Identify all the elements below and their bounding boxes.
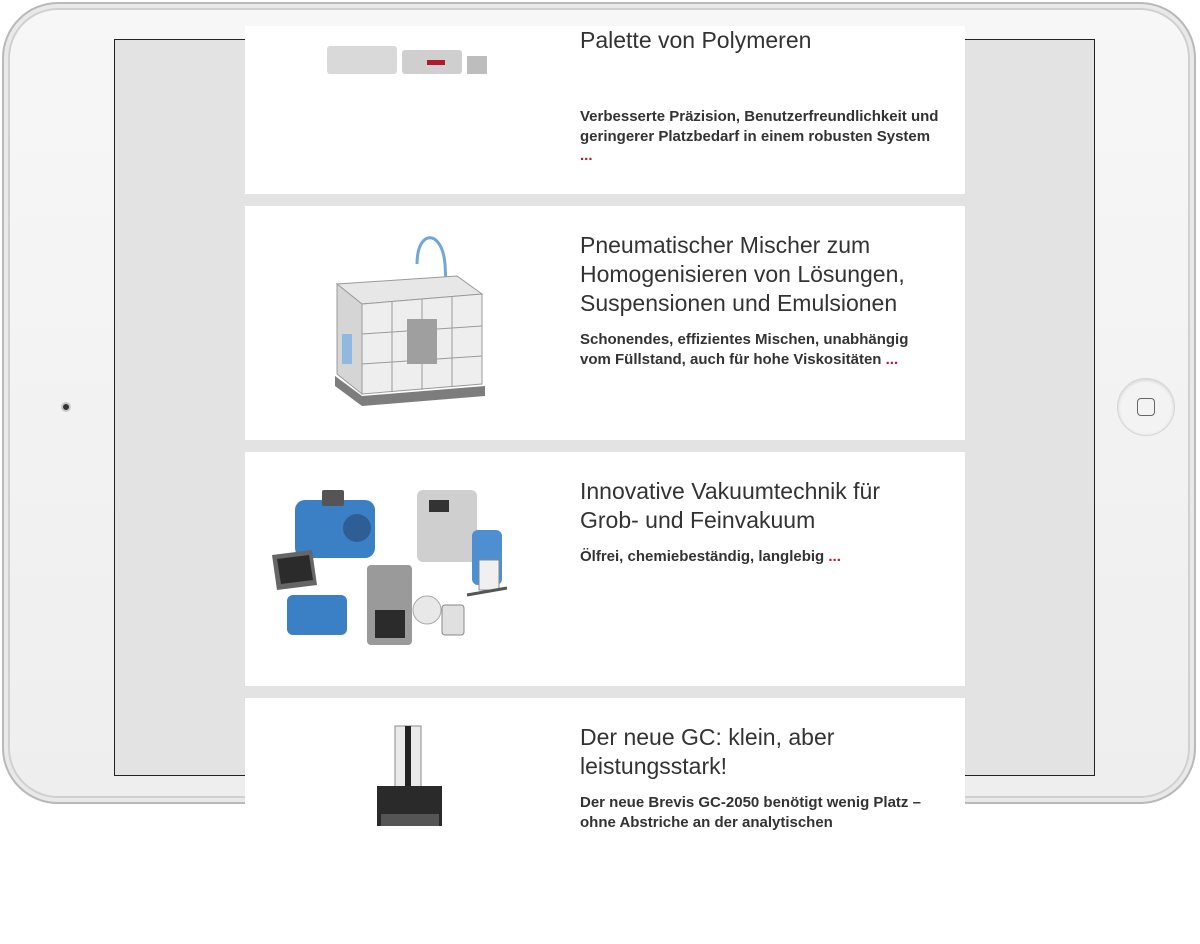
- article-card[interactable]: [245, 452, 965, 686]
- screen: [114, 27, 1095, 831]
- article-headline[interactable]: Palette von Polymeren: [580, 27, 812, 53]
- article-list: [245, 26, 965, 944]
- article-headline[interactable]: Innovative Vakuumtechnik für Grob- und Feinvakuum: [580, 478, 881, 533]
- tablet-frame: [2, 2, 1196, 831]
- polymer-instrument-image: [267, 16, 557, 86]
- camera-icon: [61, 402, 71, 412]
- article-headline[interactable]: Der neue GC: klein, aber leistungsstark!: [580, 724, 835, 779]
- vacuum-technology-image: [267, 470, 557, 670]
- article-card[interactable]: [245, 206, 965, 440]
- read-more-link[interactable]: ...: [580, 147, 593, 164]
- article-headline[interactable]: Pneumatischer Mischer zum Homogenisieren von Lösungen, Suspensionen und Emulsionen: [580, 232, 905, 316]
- article-description: Schonendes, effizientes Mischen, unabhängig vom Füllstand, auch für hohe Viskositäten ...: [580, 331, 909, 368]
- article-card[interactable]: [245, 26, 965, 194]
- article-card[interactable]: [245, 698, 965, 932]
- home-square-icon: [1137, 398, 1155, 416]
- read-more-link[interactable]: ...: [828, 548, 841, 565]
- home-button[interactable]: [1117, 378, 1175, 436]
- article-description: Der neue Brevis GC-2050 benötigt wenig Platz – ohne Abstriche an der analytischen: [580, 794, 921, 831]
- gc-instrument-image: [267, 716, 557, 916]
- read-more-link[interactable]: ...: [885, 350, 899, 368]
- article-description: Verbesserte Präzision, Benutzerfreundlichkeit und geringerer Platzbedarf in einem robusten System ...: [580, 108, 939, 164]
- pneumatic-mixer-image: [267, 224, 557, 424]
- article-description: Ölfrei, chemiebeständig, langlebig ...: [580, 548, 841, 565]
